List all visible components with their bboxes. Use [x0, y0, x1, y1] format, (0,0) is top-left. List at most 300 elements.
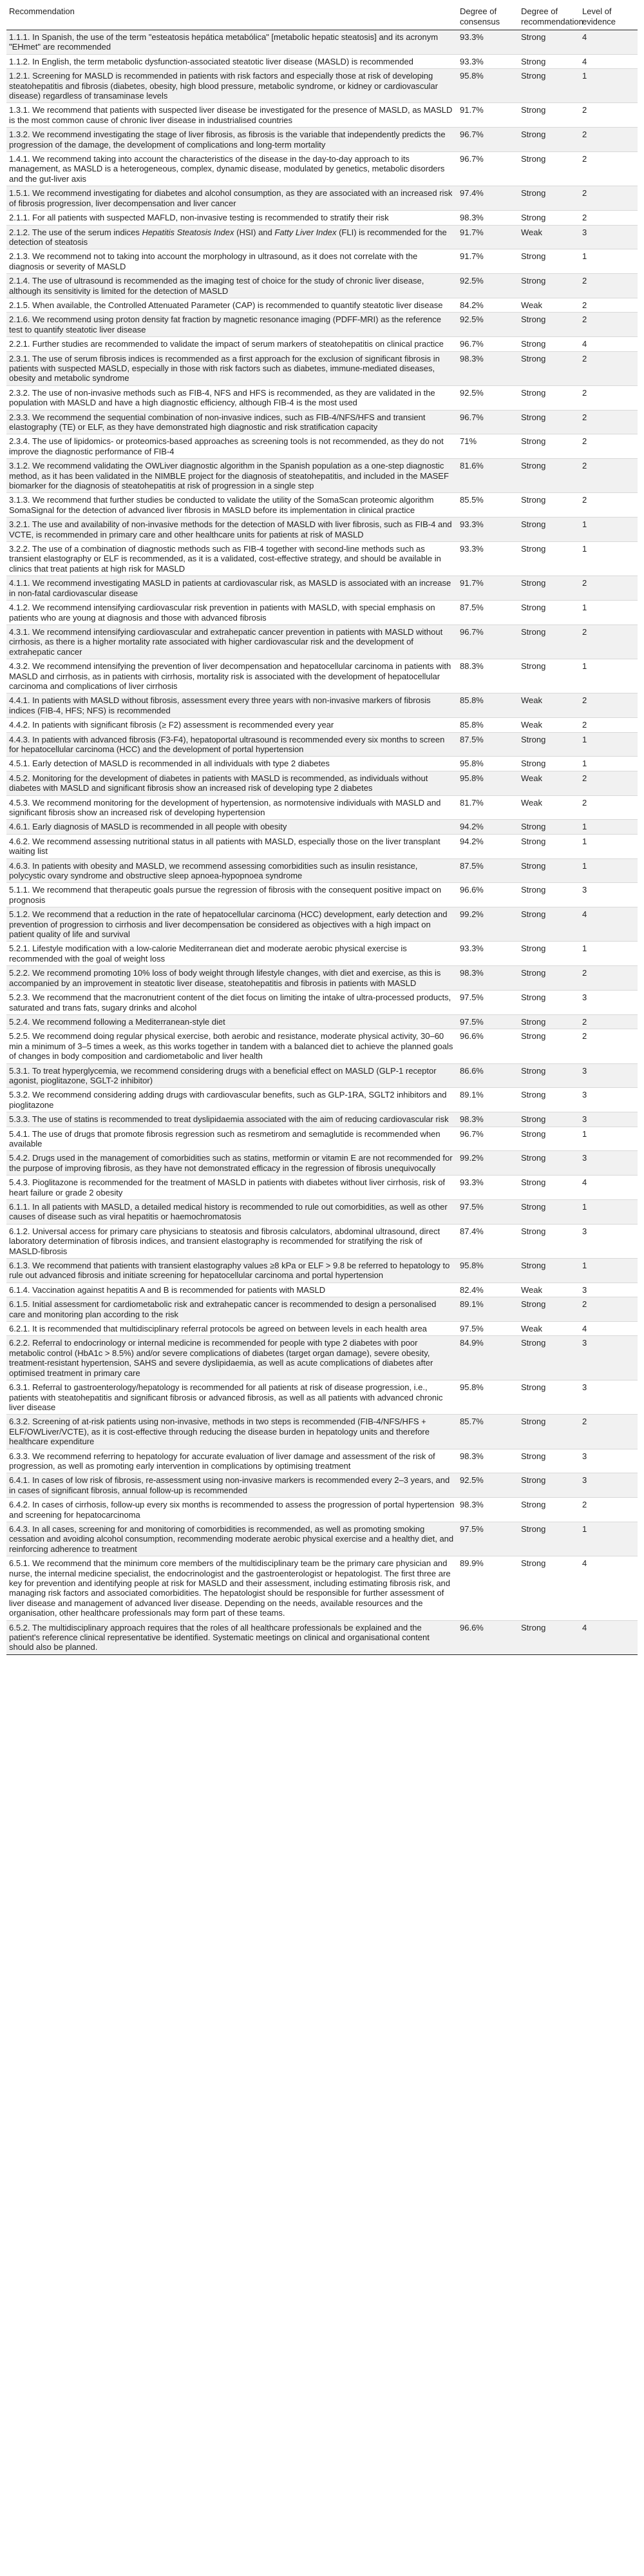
- consensus-value: 93.3%: [457, 942, 518, 966]
- evidence-value: 2: [580, 103, 638, 128]
- evidence-value: 3: [580, 1112, 638, 1127]
- recommendation-text: 2.3.2. The use of non-invasive methods such as FIB-4, NFS and HFS is recommended, as they are validated in the population with MASLD and have a high diagnostic efficiency, although FIB-4 is the most used: [6, 385, 457, 410]
- degree-value: Strong: [518, 883, 580, 907]
- evidence-value: 1: [580, 1522, 638, 1556]
- table-row: [6, 30, 638, 55]
- degree-value: Strong: [518, 732, 580, 757]
- evidence-value: 2: [580, 128, 638, 152]
- consensus-value: 85.7%: [457, 1415, 518, 1449]
- recommendation-text: 5.3.3. The use of statins is recommended to treat dyslipidaemia associated with the aim of reducing cardiovascular risk: [6, 1112, 457, 1127]
- degree-value: Weak: [518, 771, 580, 795]
- evidence-value: 1: [580, 858, 638, 883]
- consensus-value: 97.5%: [457, 1522, 518, 1556]
- degree-value: Strong: [518, 69, 580, 103]
- consensus-value: 81.7%: [457, 795, 518, 820]
- recommendation-text: 6.1.1. In all patients with MASLD, a detailed medical history is recommended to rule out comorbidities, as well as other causes of disease such as viral hepatitis or haemochromatosis: [6, 1200, 457, 1225]
- table-row: [6, 459, 638, 493]
- degree-value: Strong: [518, 601, 580, 625]
- degree-value: Strong: [518, 410, 580, 434]
- table-row: [6, 771, 638, 795]
- evidence-value: 1: [580, 1200, 638, 1225]
- degree-value: Strong: [518, 820, 580, 834]
- recommendation-text: 6.5.1. We recommend that the minimum core members of the multidisciplinary team be the primary care physician and nurse, the internal medicine specialist, the endocrinologist and the gastroenterologist or hepatologist. The first three are key for prevention and identifying people at risk for MASLD and their assessment, including estimating fibrosis risk, and managing risk factors and associated comorbidities. The hepatologist should be responsible for further assessment of liver disease and management of advanced liver disease. Depending on the needs, available resources and the organisation, other healthcare professionals may form part of these teams.: [6, 1556, 457, 1620]
- consensus-value: 95.8%: [457, 771, 518, 795]
- consensus-value: 92.5%: [457, 313, 518, 337]
- degree-value: Strong: [518, 434, 580, 459]
- recommendation-text: 4.6.2. We recommend assessing nutritional status in all patients with MASLD, especially those on the liver transplant waiting list: [6, 834, 457, 858]
- consensus-value: 98.3%: [457, 211, 518, 225]
- recommendation-text: 4.4.3. In patients with advanced fibrosis (F3-F4), hepatoportal ultrasound is recommended every six months to screen for hepatocellular carcinoma (HCC) and the development of portal hypertension: [6, 732, 457, 757]
- degree-value: Strong: [518, 625, 580, 659]
- table-row: [6, 601, 638, 625]
- consensus-value: 93.3%: [457, 542, 518, 576]
- evidence-value: 2: [580, 298, 638, 312]
- degree-value: Strong: [518, 1620, 580, 1654]
- recommendation-text: 6.3.3. We recommend referring to hepatology for accurate evaluation of liver damage and assessment of the risk of progression, as well as promoting early intervention in complications by optimising treatment: [6, 1449, 457, 1473]
- table-row: [6, 337, 638, 351]
- evidence-value: 4: [580, 1176, 638, 1200]
- evidence-value: 2: [580, 1297, 638, 1322]
- consensus-value: 97.5%: [457, 991, 518, 1015]
- recommendation-text: 1.1.1. In Spanish, the use of the term "esteatosis hepática metabólica" [metabolic hepatic steatosis] and its acronym "EHmet" are recommended: [6, 30, 457, 55]
- consensus-value: 94.2%: [457, 834, 518, 858]
- consensus-value: 92.5%: [457, 385, 518, 410]
- degree-value: Strong: [518, 1498, 580, 1522]
- table-row: [6, 820, 638, 834]
- consensus-value: 89.1%: [457, 1297, 518, 1322]
- recommendation-text: 6.3.2. Screening of at-risk patients using non-invasive, methods in two steps is recommended (FIB-4/NFS/HFS + ELF/OWLiver/VCTE), as it is cost-effective through reducing the disease burden in hepatology units and therefore healthcare expenditure: [6, 1415, 457, 1449]
- evidence-value: 2: [580, 1498, 638, 1522]
- table-row: [6, 576, 638, 601]
- evidence-value: 1: [580, 757, 638, 771]
- table-row: [6, 434, 638, 459]
- consensus-value: 96.6%: [457, 1620, 518, 1654]
- consensus-value: 96.7%: [457, 337, 518, 351]
- consensus-value: 98.3%: [457, 1498, 518, 1522]
- degree-value: Strong: [518, 274, 580, 298]
- evidence-value: 2: [580, 1029, 638, 1063]
- header-evidence: Level of evidence: [580, 4, 638, 30]
- consensus-value: 82.4%: [457, 1283, 518, 1297]
- degree-value: Strong: [518, 1063, 580, 1088]
- table-header: [6, 4, 638, 30]
- degree-value: Strong: [518, 1127, 580, 1151]
- degree-value: Weak: [518, 1283, 580, 1297]
- degree-value: Strong: [518, 1029, 580, 1063]
- table-row: [6, 298, 638, 312]
- table-row: [6, 249, 638, 274]
- degree-value: Weak: [518, 693, 580, 718]
- degree-value: Strong: [518, 1449, 580, 1473]
- table-row: [6, 313, 638, 337]
- degree-value: Strong: [518, 103, 580, 128]
- table-row: [6, 1498, 638, 1522]
- consensus-value: 93.3%: [457, 518, 518, 542]
- evidence-value: 2: [580, 434, 638, 459]
- evidence-value: 4: [580, 337, 638, 351]
- consensus-value: 98.3%: [457, 351, 518, 385]
- table-row: [6, 1127, 638, 1151]
- recommendation-text: 2.1.4. The use of ultrasound is recommended as the imaging test of choice for the study of chronic liver disease, although its sensitivity is limited for the detection of MASLD: [6, 274, 457, 298]
- degree-value: Strong: [518, 1522, 580, 1556]
- table-row: [6, 1380, 638, 1415]
- table-row: [6, 795, 638, 820]
- recommendation-text: 2.1.2. The use of the serum indices Hepatitis Steatosis Index (HSI) and Fatty Liver Index (FLI) is recommended for the detection of steatosis: [6, 225, 457, 249]
- degree-value: Strong: [518, 907, 580, 942]
- consensus-value: 96.7%: [457, 1127, 518, 1151]
- table-row: [6, 274, 638, 298]
- consensus-value: 96.7%: [457, 152, 518, 186]
- consensus-value: 95.8%: [457, 1259, 518, 1283]
- degree-value: Strong: [518, 1088, 580, 1112]
- recommendation-text: 1.4.1. We recommend taking into account the characteristics of the disease in the day-to-day approach to its management, as MASLD is a heterogeneous, complex, dynamic disease, modulated by genetics, metabolic disorders and the gut-liver axis: [6, 152, 457, 186]
- table-row: [6, 883, 638, 907]
- degree-value: Strong: [518, 1336, 580, 1380]
- evidence-value: 1: [580, 601, 638, 625]
- table-row: [6, 1522, 638, 1556]
- evidence-value: 2: [580, 576, 638, 601]
- degree-value: Strong: [518, 1556, 580, 1620]
- consensus-value: 86.6%: [457, 1063, 518, 1088]
- table-row: [6, 1620, 638, 1654]
- recommendation-text: 5.2.5. We recommend doing regular physical exercise, both aerobic and resistance, moderate physical activity, 30–60 min a minimum of 3–5 times a week, as this works together in tandem with a balanced diet to achieve the planned goals of changes in body composition and cardiometabolic and liver health: [6, 1029, 457, 1063]
- table-row: [6, 1473, 638, 1498]
- table-row: [6, 625, 638, 659]
- consensus-value: 81.6%: [457, 459, 518, 493]
- evidence-value: 4: [580, 1556, 638, 1620]
- degree-value: Weak: [518, 298, 580, 312]
- table-row: [6, 69, 638, 103]
- recommendation-text: 6.2.1. It is recommended that multidisciplinary referral protocols be agreed on between levels in each health area: [6, 1322, 457, 1336]
- table-row: [6, 1259, 638, 1283]
- evidence-value: 1: [580, 659, 638, 693]
- consensus-value: 93.3%: [457, 54, 518, 68]
- consensus-value: 96.7%: [457, 128, 518, 152]
- recommendation-text: 4.4.1. In patients with MASLD without fibrosis, assessment every three years with non-invasive markers of fibrosis indices (FIB-4, HFS; NFS) is recommended: [6, 693, 457, 718]
- table-row: [6, 1322, 638, 1336]
- degree-value: Strong: [518, 1176, 580, 1200]
- evidence-value: 2: [580, 1014, 638, 1029]
- evidence-value: 2: [580, 410, 638, 434]
- evidence-value: 3: [580, 1151, 638, 1176]
- recommendation-text: 1.2.1. Screening for MASLD is recommended in patients with risk factors and especially those at risk of developing steatohepatitis and fibrosis (diabetes, obesity, high blood pressure, metabolic syndrome, or kidney or cardiovascular disease) regardless of transaminase levels: [6, 69, 457, 103]
- consensus-value: 93.3%: [457, 30, 518, 55]
- recommendation-text: 5.2.4. We recommend following a Mediterranean-style diet: [6, 1014, 457, 1029]
- recommendation-text: 4.6.3. In patients with obesity and MASLD, we recommend assessing comorbidities such as insulin resistance, polycystic ovary syndrome and obstructive sleep apnoea-hypopnoea syndrome: [6, 858, 457, 883]
- evidence-value: 3: [580, 1088, 638, 1112]
- table-row: [6, 966, 638, 991]
- consensus-value: 87.5%: [457, 732, 518, 757]
- recommendation-text: 5.1.1. We recommend that therapeutic goals pursue the regression of fibrosis with the consequent positive impact on prognosis: [6, 883, 457, 907]
- table-row: [6, 493, 638, 518]
- consensus-value: 84.9%: [457, 1336, 518, 1380]
- degree-value: Strong: [518, 1200, 580, 1225]
- degree-value: Strong: [518, 966, 580, 991]
- consensus-value: 71%: [457, 434, 518, 459]
- table-row: [6, 1151, 638, 1176]
- consensus-value: 97.4%: [457, 186, 518, 211]
- degree-value: Strong: [518, 30, 580, 55]
- recommendation-text: 4.5.1. Early detection of MASLD is recommended in all individuals with type 2 diabetes: [6, 757, 457, 771]
- consensus-value: 84.2%: [457, 298, 518, 312]
- degree-value: Strong: [518, 337, 580, 351]
- degree-value: Strong: [518, 1473, 580, 1498]
- consensus-value: 88.3%: [457, 659, 518, 693]
- degree-value: Strong: [518, 493, 580, 518]
- evidence-value: 3: [580, 1336, 638, 1380]
- table-row: [6, 1556, 638, 1620]
- recommendation-text: 2.1.6. We recommend using proton density fat fraction by magnetic resonance imaging (PDFF-MRI) as the reference test to quantify steatotic liver disease: [6, 313, 457, 337]
- recommendation-text: 4.1.1. We recommend investigating MASLD in patients at cardiovascular risk, as MASLD is associated with an increase in non-fatal cardiovascular disease: [6, 576, 457, 601]
- degree-value: Strong: [518, 542, 580, 576]
- recommendation-text: 4.3.1. We recommend intensifying cardiovascular and extrahepatic cancer prevention in patients with MASLD without cirrhosis, as there is a higher mortality rate associated with higher cardiovascular risk and the development of extrahepatic cancer: [6, 625, 457, 659]
- evidence-value: 4: [580, 1620, 638, 1654]
- evidence-value: 2: [580, 718, 638, 732]
- table-row: [6, 757, 638, 771]
- evidence-value: 3: [580, 1473, 638, 1498]
- degree-value: Strong: [518, 991, 580, 1015]
- consensus-value: 93.3%: [457, 1176, 518, 1200]
- table-row: [6, 991, 638, 1015]
- evidence-value: 2: [580, 771, 638, 795]
- evidence-value: 2: [580, 795, 638, 820]
- header-degree: Degree of recommendation: [518, 4, 580, 30]
- recommendation-text: 2.1.1. For all patients with suspected MAFLD, non-invasive testing is recommended to stratify their risk: [6, 211, 457, 225]
- table-row: [6, 54, 638, 68]
- recommendation-text: 6.1.3. We recommend that patients with transient elastography values ≥8 kPa or ELF > 9.8 be referred to hepatology to rule out advanced fibrosis and initiate screening for hepatocellular carcinoma and portal hypertension: [6, 1259, 457, 1283]
- degree-value: Strong: [518, 942, 580, 966]
- table-row: [6, 1176, 638, 1200]
- degree-value: Strong: [518, 1297, 580, 1322]
- table-row: [6, 225, 638, 249]
- table-row: [6, 542, 638, 576]
- table-row: [6, 351, 638, 385]
- consensus-value: 98.3%: [457, 1449, 518, 1473]
- recommendation-text: 6.1.4. Vaccination against hepatitis A and B is recommended for patients with MASLD: [6, 1283, 457, 1297]
- consensus-value: 95.8%: [457, 757, 518, 771]
- recommendation-text: 5.3.2. We recommend considering adding drugs with cardiovascular benefits, such as GLP-1RA, SGLT2 inhibitors and pioglitazone: [6, 1088, 457, 1112]
- consensus-value: 91.7%: [457, 576, 518, 601]
- degree-value: Strong: [518, 1415, 580, 1449]
- table-row: [6, 659, 638, 693]
- recommendation-text: 6.4.1. In cases of low risk of fibrosis, re-assessment using non-invasive markers is recommended every 2–3 years, and in cases of significant fibrosis, annual follow-up is recommended: [6, 1473, 457, 1498]
- evidence-value: 1: [580, 518, 638, 542]
- consensus-value: 92.5%: [457, 274, 518, 298]
- recommendation-text: 2.1.3. We recommend not to taking into account the morphology in ultrasound, as it does not correlate with the diagnosis or severity of MASLD: [6, 249, 457, 274]
- evidence-value: 2: [580, 313, 638, 337]
- consensus-value: 99.2%: [457, 907, 518, 942]
- evidence-value: 2: [580, 186, 638, 211]
- recommendation-text: 5.4.1. The use of drugs that promote fibrosis regression such as resmetirom and semaglutide is recommended when available: [6, 1127, 457, 1151]
- degree-value: Strong: [518, 576, 580, 601]
- degree-value: Strong: [518, 54, 580, 68]
- consensus-value: 89.9%: [457, 1556, 518, 1620]
- evidence-value: 4: [580, 907, 638, 942]
- consensus-value: 95.8%: [457, 69, 518, 103]
- degree-value: Strong: [518, 313, 580, 337]
- table-row: [6, 1449, 638, 1473]
- consensus-value: 94.2%: [457, 820, 518, 834]
- degree-value: Strong: [518, 757, 580, 771]
- recommendation-text: 3.1.3. We recommend that further studies be conducted to validate the utility of the SomaScan proteomic algorithm SomaSignal for the detection of advanced liver fibrosis in MASLD before its implementation in clinical practice: [6, 493, 457, 518]
- degree-value: Weak: [518, 225, 580, 249]
- evidence-value: 1: [580, 542, 638, 576]
- table-row: [6, 1336, 638, 1380]
- evidence-value: 2: [580, 385, 638, 410]
- evidence-value: 1: [580, 1127, 638, 1151]
- evidence-value: 1: [580, 249, 638, 274]
- table-row: [6, 718, 638, 732]
- table-row: [6, 1088, 638, 1112]
- evidence-value: 2: [580, 351, 638, 385]
- evidence-value: 2: [580, 493, 638, 518]
- recommendation-text: 6.4.3. In all cases, screening for and monitoring of comorbidities is recommended, as well as promoting smoking cessation and avoiding alcohol consumption, recommending moderate aerobic physical exercise and a healthy diet, and reinforcing adherence to treatment: [6, 1522, 457, 1556]
- evidence-value: 2: [580, 152, 638, 186]
- recommendation-text: 6.4.2. In cases of cirrhosis, follow-up every six months is recommended to assess the progression of portal hypertension and screening for hepatocarcinoma: [6, 1498, 457, 1522]
- evidence-value: 3: [580, 225, 638, 249]
- evidence-value: 3: [580, 1063, 638, 1088]
- recommendation-text: 5.2.1. Lifestyle modification with a low-calorie Mediterranean diet and moderate aerobic physical exercise is recommended with the goal of weight loss: [6, 942, 457, 966]
- evidence-value: 1: [580, 69, 638, 103]
- header-consensus: Degree of consensus: [457, 4, 518, 30]
- consensus-value: 96.7%: [457, 625, 518, 659]
- consensus-value: 98.3%: [457, 1112, 518, 1127]
- recommendation-text: 1.1.2. In English, the term metabolic dysfunction-associated steatotic liver disease (MASLD) is recommended: [6, 54, 457, 68]
- table-row: [6, 103, 638, 128]
- recommendation-text: 1.3.2. We recommend investigating the stage of liver fibrosis, as fibrosis is the variable that independently predicts the progression of the damage, the development of complications and long-term mortality: [6, 128, 457, 152]
- header-recommendation: Recommendation: [6, 4, 457, 30]
- consensus-value: 97.5%: [457, 1014, 518, 1029]
- table-body: [6, 30, 638, 1655]
- table-row: [6, 1063, 638, 1088]
- degree-value: Strong: [518, 518, 580, 542]
- evidence-value: 2: [580, 693, 638, 718]
- evidence-value: 2: [580, 625, 638, 659]
- recommendation-text: 1.3.1. We recommend that patients with suspected liver disease be investigated for the presence of MASLD, as MASLD is the most common cause of chronic liver disease in industrialised countries: [6, 103, 457, 128]
- recommendation-text: 2.3.1. The use of serum fibrosis indices is recommended as a first approach for the exclusion of significant fibrosis in patients with suspected MASLD, especially in those with risk factors such as diabetes, immune-mediated diseases, obesity and metabolic syndrome: [6, 351, 457, 385]
- evidence-value: 2: [580, 274, 638, 298]
- table-row: [6, 1112, 638, 1127]
- degree-value: Strong: [518, 152, 580, 186]
- recommendation-text: 3.1.2. We recommend validating the OWLiver diagnostic algorithm in the Spanish population as a one-step diagnostic method, as it has been validated in the NIMBLE project for the diagnosis of steatohepatitis, and included in the MASEF biomarker for the diagnosis of steatohepatitis at risk of progression in a single step: [6, 459, 457, 493]
- table-row: [6, 385, 638, 410]
- evidence-value: 3: [580, 1449, 638, 1473]
- recommendation-text: 4.6.1. Early diagnosis of MASLD is recommended in all people with obesity: [6, 820, 457, 834]
- table-row: [6, 410, 638, 434]
- evidence-value: 4: [580, 1322, 638, 1336]
- evidence-value: 1: [580, 834, 638, 858]
- consensus-value: 95.8%: [457, 1380, 518, 1415]
- recommendation-text: 3.2.2. The use of a combination of diagnostic methods such as FIB-4 together with second-line methods such as transient elastography or ELF is recommended, as it is a validated, cost-effective strategy, and should be available in clinics that treat patients at high risk for MASLD: [6, 542, 457, 576]
- table-row: [6, 858, 638, 883]
- evidence-value: 2: [580, 211, 638, 225]
- degree-value: Strong: [518, 211, 580, 225]
- evidence-value: 3: [580, 991, 638, 1015]
- degree-value: Strong: [518, 128, 580, 152]
- degree-value: Strong: [518, 1014, 580, 1029]
- consensus-value: 87.5%: [457, 858, 518, 883]
- recommendations-table: [6, 4, 638, 1655]
- consensus-value: 98.3%: [457, 966, 518, 991]
- table-row: [6, 942, 638, 966]
- consensus-value: 97.5%: [457, 1322, 518, 1336]
- table-row: [6, 693, 638, 718]
- evidence-value: 1: [580, 1259, 638, 1283]
- consensus-value: 99.2%: [457, 1151, 518, 1176]
- degree-value: Strong: [518, 186, 580, 211]
- header-row: [6, 4, 638, 30]
- recommendation-text: 6.1.5. Initial assessment for cardiometabolic risk and extrahepatic cancer is recommended to design a personalised care and monitoring plan according to the risk: [6, 1297, 457, 1322]
- consensus-value: 91.7%: [457, 225, 518, 249]
- table-row: [6, 1297, 638, 1322]
- evidence-value: 1: [580, 732, 638, 757]
- degree-value: Strong: [518, 351, 580, 385]
- table-row: [6, 834, 638, 858]
- consensus-value: 87.4%: [457, 1224, 518, 1258]
- recommendation-text: 6.3.1. Referral to gastroenterology/hepatology is recommended for all patients at risk of disease progression, i.e., patients with steatohepatitis and significant fibrosis or advanced fibrosis, as well as all patients with advanced chronic liver disease: [6, 1380, 457, 1415]
- table-row: [6, 907, 638, 942]
- table-row: [6, 518, 638, 542]
- recommendation-text: 5.4.2. Drugs used in the management of comorbidities such as statins, metformin or vitamin E are not recommended for the purpose of improving fibrosis, as they have not demonstrated efficacy in the regression of fibrosis unequivocally: [6, 1151, 457, 1176]
- consensus-value: 97.5%: [457, 1200, 518, 1225]
- degree-value: Strong: [518, 1380, 580, 1415]
- evidence-value: 3: [580, 883, 638, 907]
- evidence-value: 3: [580, 1224, 638, 1258]
- consensus-value: 89.1%: [457, 1088, 518, 1112]
- recommendation-text: 2.3.4. The use of lipidomics- or proteomics-based approaches as screening tools is not recommended, as they do not improve the diagnostic performance of FIB-4: [6, 434, 457, 459]
- recommendation-text: 1.5.1. We recommend investigating for diabetes and alcohol consumption, as they are associated with an increased risk of fibrosis progression, liver decompensation and liver cancer: [6, 186, 457, 211]
- recommendation-text: 5.1.2. We recommend that a reduction in the rate of hepatocellular carcinoma (HCC) development, early detection and prevention of progression to cirrhosis and liver decompensation be considered as objectives with a high impact on patient quality of life and survival: [6, 907, 457, 942]
- evidence-value: 2: [580, 966, 638, 991]
- recommendation-text: 4.5.2. Monitoring for the development of diabetes in patients with MASLD is recommended, as individuals without diabetes with MASLD and significant fibrosis show an increased risk of developing type 2 diabetes: [6, 771, 457, 795]
- consensus-value: 96.6%: [457, 883, 518, 907]
- evidence-value: 1: [580, 820, 638, 834]
- evidence-value: 4: [580, 30, 638, 55]
- recommendation-text: 6.2.2. Referral to endocrinology or internal medicine is recommended for people with type 2 diabetes with poor metabolic control (HbA1c > 8.5%) and/or severe complications of diabetes (target organ damage), severe obesity, treatment-resistant hypertension, SAHS and severe dyslipidaemia, as well as acute complications of diabetes after optimised treatment in primary care: [6, 1336, 457, 1380]
- consensus-value: 91.7%: [457, 103, 518, 128]
- recommendation-text: 4.1.2. We recommend intensifying cardiovascular risk prevention in patients with MASLD, with special emphasis on patients who are young at diagnosis and those with advanced fibrosis: [6, 601, 457, 625]
- evidence-value: 4: [580, 54, 638, 68]
- evidence-value: 2: [580, 1415, 638, 1449]
- recommendation-text: 4.3.2. We recommend intensifying the prevention of liver decompensation and hepatocellular carcinoma in patients with MASLD and cirrhosis, as in patients with cirrhosis, mortality risk is associated with the development of hepatocellular carcinoma and complications of liver cirrhosis: [6, 659, 457, 693]
- table-row: [6, 1200, 638, 1225]
- recommendation-text: 4.4.2. In patients with significant fibrosis (≥ F2) assessment is recommended every year: [6, 718, 457, 732]
- recommendation-text: 2.1.5. When available, the Controlled Attenuated Parameter (CAP) is recommended to quantify steatotic liver disease: [6, 298, 457, 312]
- table-row: [6, 1415, 638, 1449]
- table-row: [6, 1029, 638, 1063]
- consensus-value: 96.6%: [457, 1029, 518, 1063]
- degree-value: Weak: [518, 795, 580, 820]
- recommendation-text: 2.3.3. We recommend the sequential combination of non-invasive indices, such as FIB-4/NFS/HFS and transient elastography (TE) or ELF, as they have demonstrated high diagnostic and risk stratification capacity: [6, 410, 457, 434]
- table-row: [6, 1283, 638, 1297]
- consensus-value: 85.5%: [457, 493, 518, 518]
- table-row: [6, 152, 638, 186]
- evidence-value: 3: [580, 1283, 638, 1297]
- consensus-value: 87.5%: [457, 601, 518, 625]
- table-row: [6, 1224, 638, 1258]
- recommendation-text: 6.5.2. The multidisciplinary approach requires that the roles of all healthcare professionals be explained and the patient's reference clinical representative be identified. Systematic meetings on clinical and organisational content should also be planned.: [6, 1620, 457, 1654]
- table-row: [6, 211, 638, 225]
- recommendation-text: 5.2.3. We recommend that the macronutrient content of the diet focus on limiting the intake of ultra-processed products, saturated and trans fats, sugary drinks and alcohol: [6, 991, 457, 1015]
- evidence-value: 2: [580, 459, 638, 493]
- table-row: [6, 128, 638, 152]
- degree-value: Strong: [518, 858, 580, 883]
- recommendation-text: 5.3.1. To treat hyperglycemia, we recommend considering drugs with a beneficial effect on MASLD (GLP-1 receptor agonist, pioglitazone, SGLT-2 inhibitor): [6, 1063, 457, 1088]
- degree-value: Strong: [518, 459, 580, 493]
- recommendation-text: 4.5.3. We recommend monitoring for the development of hypertension, as normotensive individuals with MASLD and significant fibrosis show an increased risk of developing hypertension: [6, 795, 457, 820]
- recommendation-text: 6.1.2. Universal access for primary care physicians to steatosis and fibrosis calculators, abdominal ultrasound, direct laboratory determination of fibrosis indices, and transient elastography is recommended for stratifying the risk of MASLD-fibrosis: [6, 1224, 457, 1258]
- degree-value: Strong: [518, 1259, 580, 1283]
